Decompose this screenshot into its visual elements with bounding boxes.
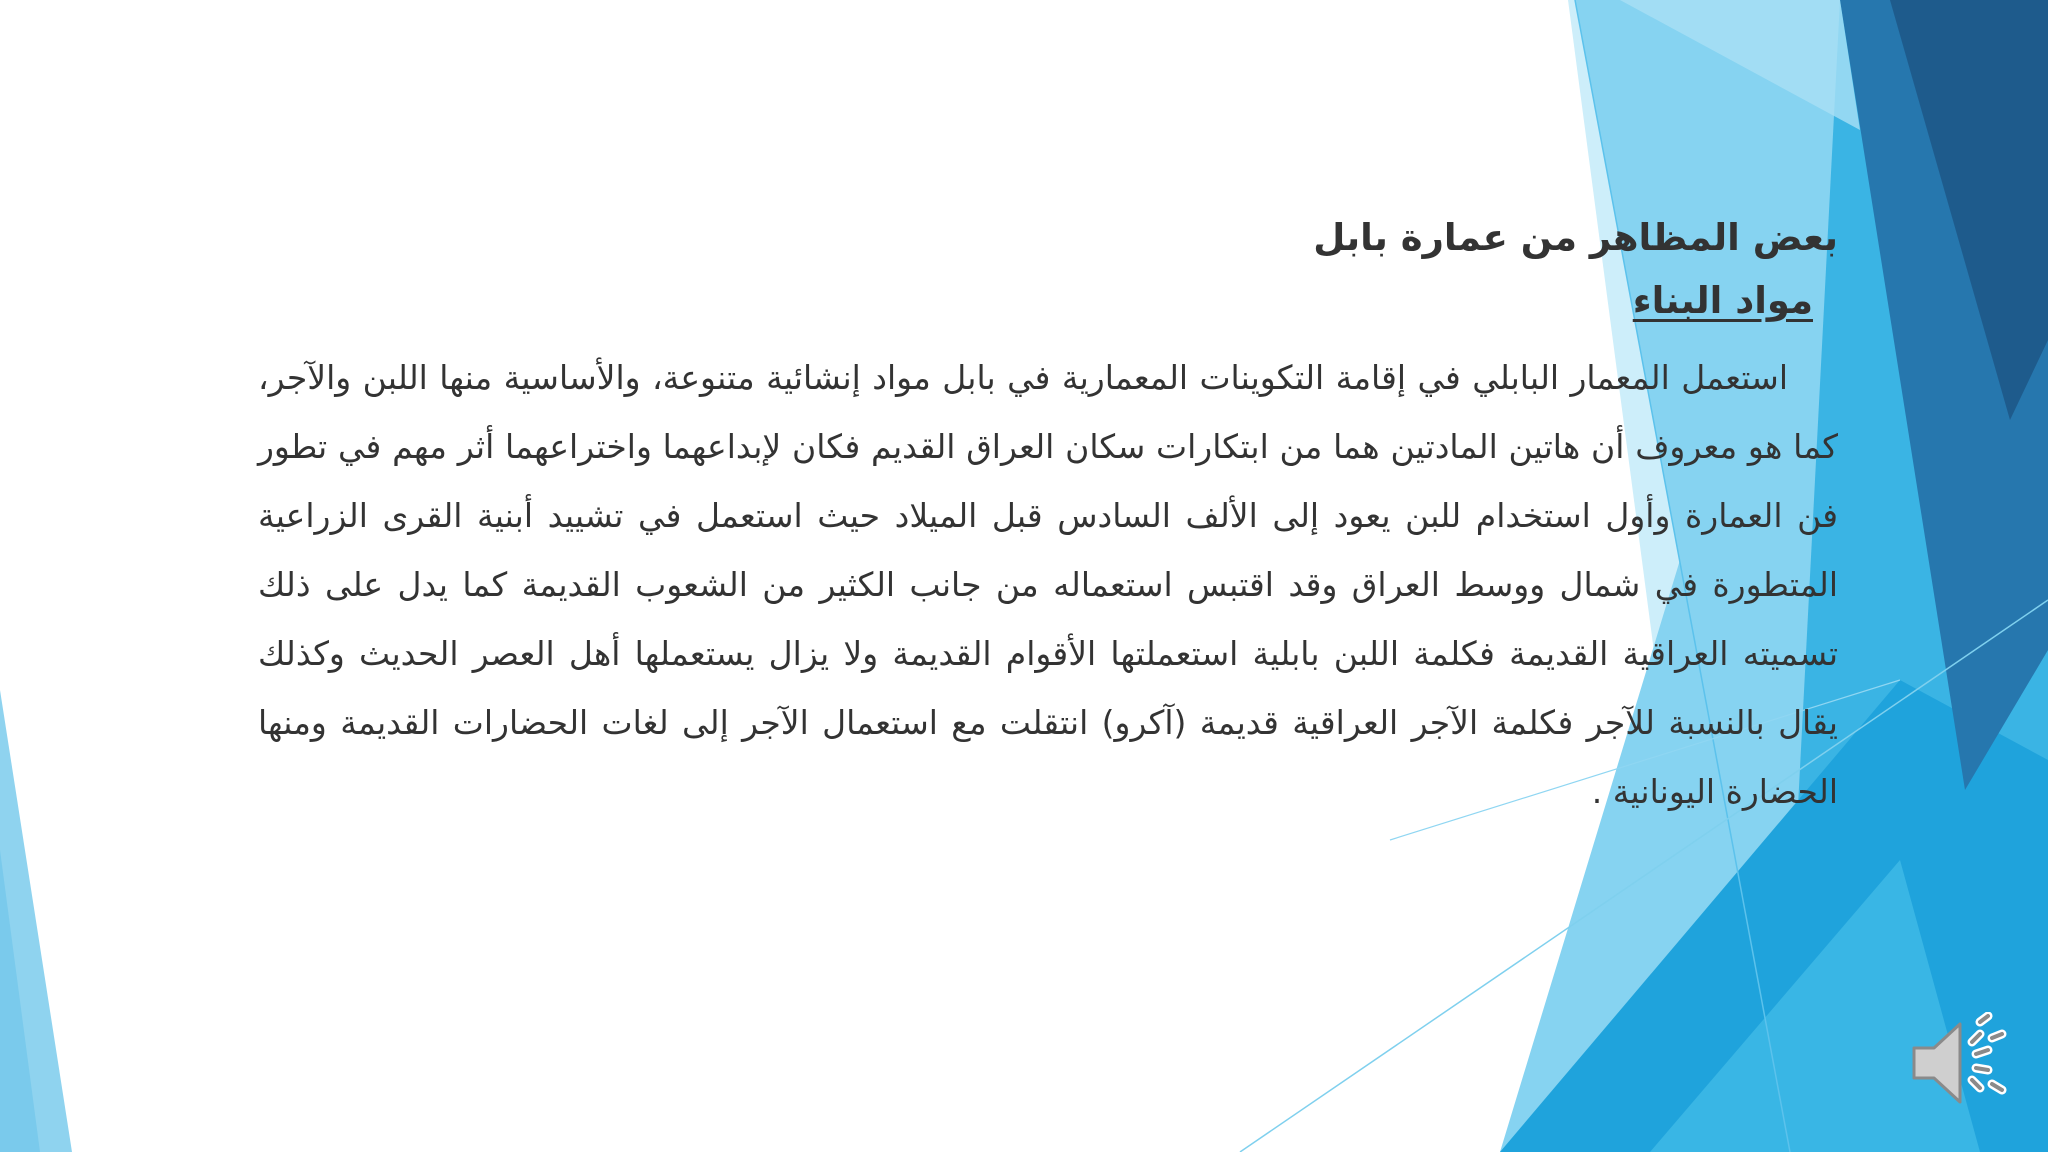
audio-speaker-button[interactable]: [1908, 1012, 2008, 1112]
speaker-icon: [1908, 1012, 2008, 1112]
section-subtitle: مواد البناء: [1632, 279, 1813, 322]
slide-title: بعض المظاهر من عمارة بابل: [1313, 216, 1838, 259]
slide-content: [258, 205, 1838, 826]
body-paragraph: استعمل المعمار البابلي في إقامة التكوينات المعمارية في بابل مواد إنشائية متنوعة، والأساسية منها اللبن والآجر، كما هو معروف أن هاتين المادتين هما من ابتكارات سكان العراق القديم فكان لإبداعهما واختراعهما أثر مهم في تطور فن العمارة وأول استخدام للبن يعود إلى الألف السادس قبل الميلاد حيث استعمل في تشييد أبنية القرى الزراعية المتطورة في شمال ووسط العراق وقد اقتبس استعماله من جانب الكثير من الشعوب القديمة كما يدل على ذلك تسميته العراقية القديمة فكلمة اللبن بابلية استعملتها الأقوام القديمة ولا يزال يستعملها أهل العصر الحديث وكذلك يقال بالنسبة للآجر فكلمة الآجر العراقية قديمة (آكرو) انتقلت مع استعمال الآجر إلى لغات الحضارات القديمة ومنها الحضارة اليونانية .: [258, 358, 1838, 811]
